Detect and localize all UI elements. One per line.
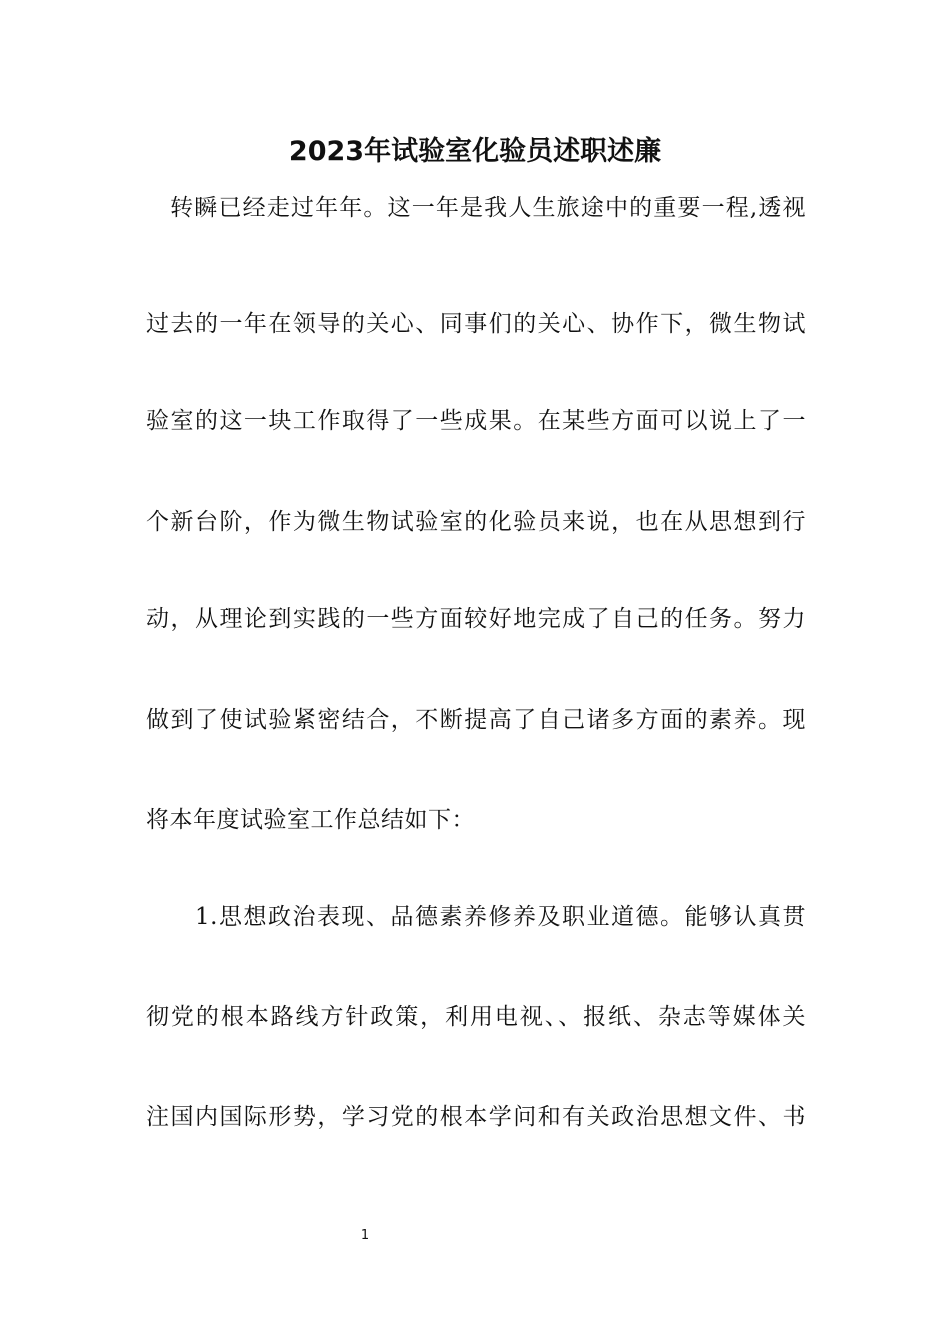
paragraph-line: 1.思想政治表现、品德素养修养及职业道德。能够认真贯 [146,904,806,930]
paragraph-line: 过去的一年在领导的关心、同事们的关心、协作下，微生物试 [146,311,806,337]
paragraph-line: 彻党的根本路线方针政策，利用电视、、报纸、杂志等媒体关 [146,1004,806,1030]
paragraph-line: 转瞬已经走过年年。这一年是我人生旅途中的重要一程,透视 [146,195,806,221]
paragraph-line: 验室的这一块工作取得了一些成果。在某些方面可以说上了一 [146,408,806,434]
paragraph-line: 将本年度试验室工作总结如下： [146,807,475,833]
paragraph-line: 动，从理论到实践的一些方面较好地完成了自己的任务。努力 [146,606,806,632]
paragraph-line: 注国内国际形势，学习党的根本学问和有关政治思想文件、书 [146,1104,806,1130]
paragraph-line: 个新台阶，作为微生物试验室的化验员来说，也在从思想到行 [146,509,806,535]
document-title: 2023年试验室化验员述职述廉 [288,136,662,167]
page-number: 1 [360,1228,370,1243]
paragraph-line: 做到了使试验紧密结合，不断提高了自己诸多方面的素养。现 [146,707,806,733]
